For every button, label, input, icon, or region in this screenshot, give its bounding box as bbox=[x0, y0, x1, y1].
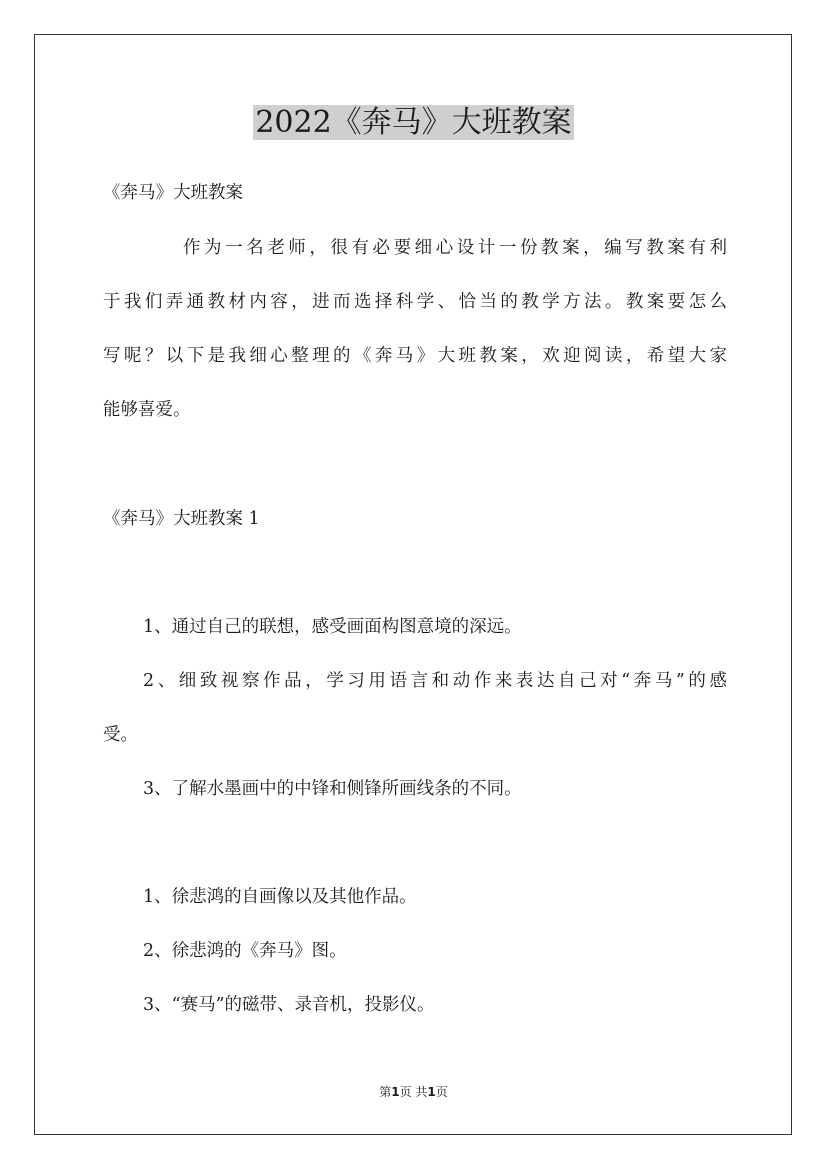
footer-total-pages: 1 bbox=[427, 1085, 436, 1099]
goal-item-3: 3、了解水墨画中的中锋和侧锋所画线条的不同。 bbox=[143, 779, 522, 799]
page-footer bbox=[0, 1082, 827, 1102]
footer-prefix: 第 bbox=[379, 1085, 392, 1099]
goal-item-2-continued: 受。 bbox=[103, 725, 138, 745]
document-subtitle: 《奔马》大班教案 bbox=[103, 183, 243, 203]
material-item-1: 1、徐悲鸿的自画像以及其他作品。 bbox=[143, 887, 417, 907]
goal-item-1: 1、通过自己的联想，感受画面构图意境的深远。 bbox=[143, 617, 522, 637]
material-item-3: 3、“赛马”的磁带、录音机，投影仪。 bbox=[143, 995, 435, 1015]
material-item-2: 2、徐悲鸿的《奔马》图。 bbox=[143, 941, 347, 961]
intro-line-2: 于我们弄通教材内容，进而选择科学、恰当的教学方法。教案要怎么 bbox=[103, 292, 727, 312]
section-heading: 《奔马》大班教案 1 bbox=[103, 509, 260, 529]
intro-line-3: 写呢？以下是我细心整理的《奔马》大班教案，欢迎阅读，希望大家 bbox=[103, 346, 727, 366]
intro-line-4: 能够喜爱。 bbox=[103, 400, 191, 420]
document-title: 2022《奔马》大班教案 bbox=[255, 105, 572, 140]
intro-line-1: 作为一名老师，很有必要细心设计一份教案，编写教案有利 bbox=[183, 238, 727, 258]
footer-middle: 页 共 bbox=[399, 1085, 428, 1099]
footer-page-number: 1 bbox=[391, 1085, 400, 1099]
footer-suffix: 页 bbox=[435, 1085, 448, 1099]
goal-item-2: 2、细致视察作品，学习用语言和动作来表达自己对“奔马”的感 bbox=[143, 671, 727, 691]
